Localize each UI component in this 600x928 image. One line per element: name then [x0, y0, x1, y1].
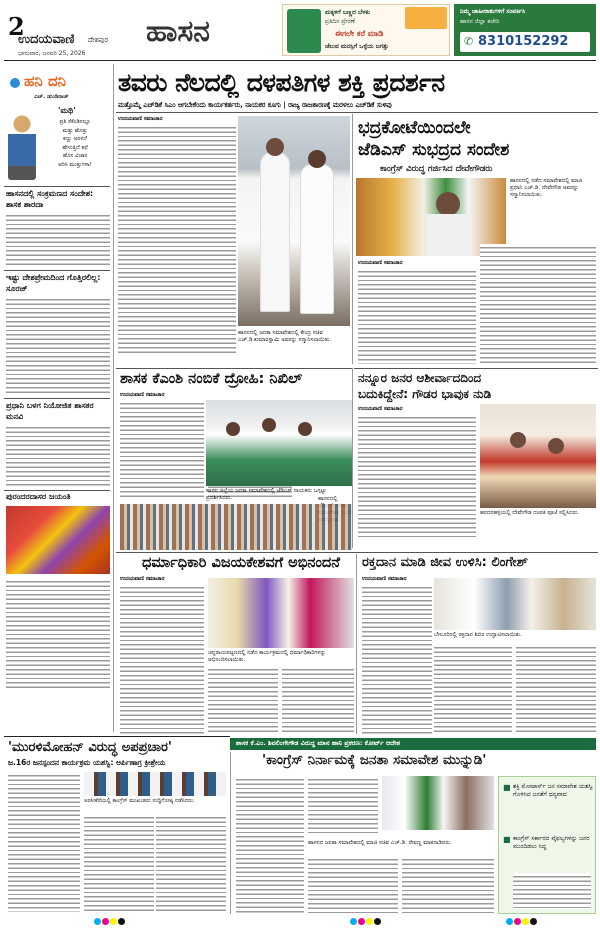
poem-line: ಹೊಸ ವಿಚಾರ [62, 153, 88, 159]
poem-box [6, 102, 110, 184]
poem-line: ಹೇಳುತ್ತಿದೆ ಕಥೆ [62, 144, 88, 151]
highlight-box [498, 776, 596, 914]
nikhil-headline[interactable]: ಶಾಸಕ ಕೆಎಂಶಿ ನಂಬಿಕೆ ದ್ರೋಹಿ: ನಿಖಿಲ್ [120, 371, 303, 387]
bottom-left-photo-caption: ಅರಸೀಕೆರೆಯಲ್ಲಿ ಕಾಂಗ್ರೆಸ್ ಮುಖಂಡರು ಸುದ್ದಿಗೋಷ್ಠಿ ನಡೆಸಿದರು. [84, 798, 195, 804]
dharma-headline[interactable]: ಧರ್ಮಾಧಿಕಾರಿ ವಿಜಯಕೇಶವಗೆ ಅಭಿನಂದನೆ [142, 555, 340, 571]
gowdar-headline-1[interactable]: ನನ್ನೂರ ಜನರ ಆಶೀರ್ವಾದದಿಂದ [358, 371, 482, 385]
dharma-photo-caption: ಚನ್ನರಾಯಪಟ್ಟಣದಲ್ಲಿ ನಡೆದ ಕಾರ್ಯಕ್ರಮದಲ್ಲಿ ಧರ್ಮಾಧಿಕಾರಿಗಳನ್ನು ಅಭಿನಂದಿಸಲಾಯಿತು. [208, 650, 326, 663]
paper-name: ಉದಯವಾಣಿ [18, 32, 75, 47]
linge-photo-caption: ಬೇಲೂರಿನಲ್ಲಿ ರಕ್ತದಾನ ಶಿಬಿರ ಉದ್ಘಾಟಿಸಲಾಯಿತು. [434, 632, 522, 638]
linge-headline[interactable]: ರಕ್ತದಾನ ಮಾಡಿ ಜೀವ ಉಳಿಸಿ: ಲಿಂಗೇಶ್ [362, 555, 529, 570]
bhadra-kicker: ಕಾಂಗ್ರೆಸ್ ವಿರುದ್ಧ ಗರ್ಜಿಸಿದ ದೇವೇಗೌಡರು [380, 164, 493, 174]
bhadra-byline: ಉದಯವಾಣಿ ಸಮಾಚಾರ [358, 260, 403, 266]
bottom-left-photo [84, 772, 226, 796]
bottom-right-headline[interactable]: 'ಕಾಂಗ್ರೆಸ್ ನಿರ್ನಾಮಕ್ಕೆ ಜನತಾ ಸಮಾವೇಶ ಮುನ್ನುಡಿ' [262, 752, 487, 768]
lead-headline[interactable]: ತವರು ನೆಲದಲ್ಲಿ ದಳಪತಿಗಳ ಶಕ್ತಿ ಪ್ರದರ್ಶನ [118, 68, 445, 97]
lead-byline: ಉದಯವಾಣಿ ಸಮಾಚಾರ [118, 116, 163, 122]
ad-line1: ಮಕ್ಕಳಿಗೆ ಬಣ್ಣದ ಬೆಳಕು [325, 9, 371, 16]
nikhil-photo [206, 400, 352, 486]
brand-logo-icon [10, 78, 20, 88]
bullet-icon: ■ [503, 835, 511, 844]
ad-badge [405, 7, 447, 29]
poem-line: ಪ್ರತಿ ಸೆಕೆಂಡಿನಲ್ಲೂ [59, 119, 91, 125]
lead-photo [238, 116, 350, 326]
ad-line2: ಪ್ರತಿದಿನ ಪ್ರೇರಣೆ [325, 18, 356, 25]
lead-text-col1 [118, 124, 236, 354]
phone-icon: ✆ [464, 35, 474, 48]
section-title: ಹಾಸನ [146, 14, 210, 49]
poem-line: ಆರಿಸಿ ಮುತ್ತುಗಳಾ! [58, 161, 92, 168]
lead-photo-caption: ಹಾಸನದಲ್ಲಿ ಜನತಾ ಸಮಾವೇಶದಲ್ಲಿ ಕೇಂದ್ರ ಸಚಿವ ಎಚ್.ಡಿ.ಕುಮಾರಸ್ವಾಮಿ ಅವರನ್ನು ಸನ್ಮಾನಿಸಲಾಯಿತು. [238, 330, 332, 343]
bhadra-photo-caption: ಹಾಸನದಲ್ಲಿ ನಡೆದ ಸಮಾವೇಶದಲ್ಲಿ ಮಾಜಿ ಪ್ರಧಾನಿ ಎಚ್.ಡಿ. ದೇವೇಗೌಡ ಅವರನ್ನು ಸನ್ಮಾನಿಸಲಾಯಿತು. [510, 178, 583, 198]
ad-line4: ಚೆಲುವ ಮನಸ್ಸಿಗೆ ಒಳ್ಳೆಯ ಜಗತ್ತು [325, 43, 389, 50]
bottom-right-photo [382, 776, 494, 830]
poem-title: 'ಮಥಿ' [58, 106, 76, 115]
bottom-banner[interactable] [230, 738, 596, 750]
bottom-left-headline[interactable]: 'ಮುರಳಿಮೋಹನ್ ವಿರುದ್ಧ ಅಪಪ್ರಚಾರ' [8, 740, 172, 755]
edition: ದೇಶಪುರ [88, 36, 109, 44]
ad-phone-number: 8310152292 [478, 34, 569, 49]
bottom-banner-text: ಶಾಸಕ ಕೆ.ಎಂ. ಶಿವಲಿಂಗೇಗೌಡ ವಿರುದ್ಧ ಮಾನ ಹಾನಿ ಪ್ರಕರಣ: ಕೋರ್ಟ್ ಆದೇಶ [236, 739, 401, 747]
highlight-bullet-1: ಶಕ್ತಿ ಮೋಟಾರ್ಸ್ ಜನ ಸಮಾವೇಶ ಯಶಸ್ವಿ ಗೊಳಿಸಿದ ಜನತೆಗೆ ಧನ್ಯವಾದ [513, 783, 593, 798]
ad-right-line1: ನಿಮ್ಮ ಜಾಹೀರಾತುಗಳಿಗೆ ಸಂಪರ್ಕಿಸಿ [460, 8, 526, 15]
nikhil-byline: ಉದಯವಾಣಿ ಸಮಾಚಾರ [120, 392, 165, 398]
jayanti-photo [6, 506, 110, 574]
ad-right-line2: ಹಾಸನ ಜಿಲ್ಲಾ ಕಚೇರಿ [460, 18, 500, 25]
bottom-right-photo-caption: ಹಾಸನದ ಜನತಾ ಸಮಾವೇಶದಲ್ಲಿ ಮಾಜಿ ಸಚಿವ ಎಚ್.ಡಿ. ರೇವಣ್ಣ ಮಾತನಾಡಿದರು. [308, 840, 452, 846]
linge-byline: ಉದಯವಾಣಿ ಸಮಾಚಾರ [362, 576, 407, 582]
brand-name: ಹನಿ ದನಿ [24, 72, 66, 90]
brand-byline: ಎಚ್. ಡುಂಡಿರಾಜ್ [34, 94, 69, 100]
left-column [0, 64, 112, 734]
dharma-photo [208, 578, 354, 648]
crowd-photo [120, 504, 352, 550]
poem-line: ಕಣ್ಣು ಅರಳಿದೆ [63, 136, 87, 142]
ad-line3: ಈಗಲೇ ಕರೆ ಮಾಡಿ [335, 29, 384, 38]
story1-headline[interactable]: ಹಾಸನದಲ್ಲಿ ಸಂಕ್ರಮಣದ ಸಂದೇಶ: ಶಾಸಕ ಶಾರದಾ [6, 189, 94, 209]
story4-headline[interactable]: ಪುರಂದರದಾಸರ ಜಯಂತಿ [6, 492, 71, 501]
poem-line: ಮತ್ತು ಹೊತ್ತು [62, 127, 88, 134]
gowdar-photo [480, 404, 596, 508]
bhadra-headline-2[interactable]: ಜೆಡಿಎಸ್ ಸುಭದ್ರದ ಸಂದೇಶ [358, 140, 510, 160]
ad-top-center[interactable] [282, 4, 450, 56]
ad-phone [460, 32, 590, 52]
page-number: 2 [8, 12, 25, 41]
bottom-left-kicker: ಜ.16ರ ಜನಸ್ಪಂದನ ಕಾರ್ಯಕ್ರಮ ಯಶಸ್ವಿ: ಅರ್ಪಿಣಾಗ್ರ ಕ್ರೀಶ್ರೇಯ [8, 758, 166, 767]
story2-headline[interactable]: ಇಷ್ಟು ದೇಶಪ್ರೇಮದಿಂದ ಗೊತ್ತಿರಲಿಲ್ಲ: ಸೂರಜ್ [6, 273, 101, 293]
ad-top-right[interactable] [454, 4, 596, 56]
bhadra-headline-1[interactable]: ಭದ್ರಕೋಟೆಯಿಂದಲೇ [358, 118, 471, 138]
poem-body [42, 118, 108, 169]
masthead-date: ಭಾನುವಾರ, ಜನವರಿ 25, 2026 [18, 50, 86, 57]
linge-photo [434, 578, 596, 630]
bullet-icon: ■ [503, 783, 511, 792]
registration-marks [0, 916, 600, 928]
lead-subheadline: ಮತ್ತೊಮ್ಮೆ ಎಚ್‌ಡಿಕೆ ಸಿಎಂ ಆಗಬೇಕೆಂದು ಕಾರ್ಯಕರ್ತರು, ನಾಯಕರ ಕೂಗು | ರಾಜ್ಯ ರಾಜಕಾರಣಕ್ಕೆ ಮರಳಲು ಎಚ್‌ಡಿಕೆ ಸುಳಿವು [118, 101, 392, 109]
poem-illustration [8, 110, 36, 180]
story3-headline[interactable]: ಪ್ರಧಾನಿ ಬಳಗ ನಿಯೋಜಿತ ಶಾಸಕರ ಮನವಿ [6, 401, 94, 421]
nikhil-photo-caption: ಹಾಸನ ಜಿಲ್ಲೆಯ ಜನತಾ ಸಮಾವೇಶದಲ್ಲಿ ಜೆಡಿಎಸ್ ನಾಯಕರು ಒಗ್ಗಟ್ಟು ಪ್ರದರ್ಶಿಸಿದರು. [206, 488, 327, 501]
nikhil-inset-caption: ಹಾಸನದಲ್ಲಿ [318, 496, 338, 502]
highlight-bullet-2: ಕಾಂಗ್ರೆಸ್ ಸರ್ಕಾರದ ವೈಫಲ್ಯಗಳನ್ನು ಜನರ ಮುಂದಿಡಲು ಸಿದ್ಧ [513, 835, 590, 850]
masthead [0, 0, 600, 62]
gowdar-photo-caption: ಹರದನಹಳ್ಳಿಯಲ್ಲಿ ದೇವೇಗೌಡ ದಂಪತಿ ಪೂಜೆ ಸಲ್ಲಿಸಿದರು. [480, 510, 579, 516]
gowdar-headline-2[interactable]: ಬದುಕಿದ್ದೇನೆ: ಗೌಡರ ಭಾವುಕ ನುಡಿ [358, 387, 492, 401]
gowdar-byline: ಉದಯವಾಣಿ ಸಮಾಚಾರ [358, 406, 403, 412]
dharma-byline: ಉದಯವಾಣಿ ಸಮಾಚಾರ [120, 576, 165, 582]
